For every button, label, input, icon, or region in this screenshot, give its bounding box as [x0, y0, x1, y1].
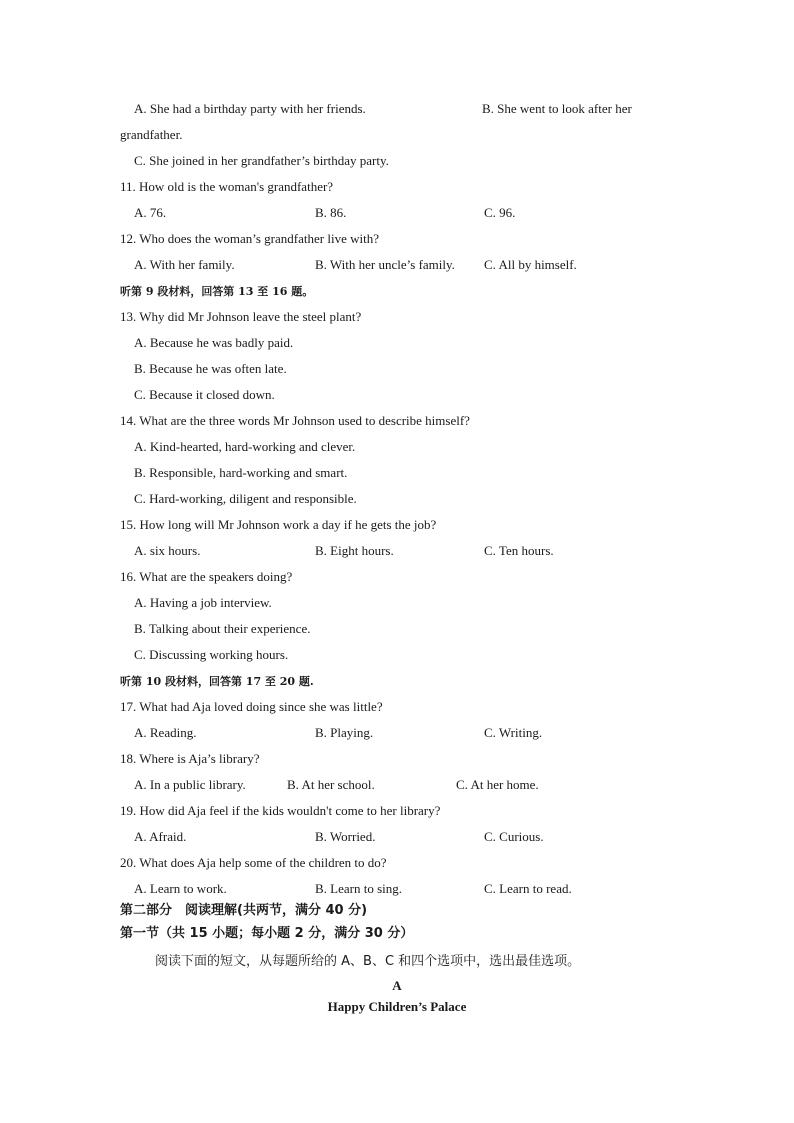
- q11-question: 11. How old is the woman's grandfather?: [120, 179, 334, 194]
- section-one-heading: 第一节（共 15 小题；每小题 2 分，满分 30 分）: [120, 926, 414, 941]
- part-two-heading: 第二部分 阅读理解(共两节，满分 40 分): [120, 903, 368, 918]
- q16-question: 16. What are the speakers doing?: [120, 569, 293, 584]
- q16-option-a: A. Having a job interview.: [134, 595, 272, 610]
- q10-option-a: A. She had a birthday party with her friends.: [134, 101, 366, 116]
- q14-option-c: C. Hard-working, diligent and responsible.: [134, 491, 357, 506]
- q13-option-c: C. Because it closed down.: [134, 387, 275, 402]
- q14-question: 14. What are the three words Mr Johnson used to describe himself?: [120, 413, 470, 428]
- listening-instruction-9: 听第 9 段材料，回答第 13 至 16 题。: [120, 285, 314, 298]
- q10-option-c: C. She joined in her grandfather’s birthday party.: [134, 153, 389, 168]
- q20-option-b: B. Learn to sing.: [315, 881, 403, 896]
- q20-option-c: C. Learn to read.: [484, 881, 572, 896]
- q17-option-b: B. Playing.: [315, 725, 374, 740]
- q11-option-b: B. 86.: [315, 205, 347, 220]
- q12-option-b: B. With her uncle’s family.: [315, 257, 455, 272]
- passage-title: Happy Children’s Palace: [327, 999, 467, 1014]
- q14-option-a: A. Kind-hearted, hard-working and clever.: [134, 439, 356, 454]
- passage-letter: A: [392, 978, 402, 993]
- q15-option-c: C. Ten hours.: [484, 543, 554, 558]
- q12-option-c: C. All by himself.: [484, 257, 577, 272]
- listening-instruction-10: 听第 10 段材料，回答第 17 至 20 题.: [120, 675, 314, 688]
- q12-option-a: A. With her family.: [134, 257, 235, 272]
- q15-option-b: B. Eight hours.: [315, 543, 394, 558]
- q13-option-b: B. Because he was often late.: [134, 361, 287, 376]
- q20-option-a: A. Learn to work.: [134, 881, 227, 896]
- q15-question: 15. How long will Mr Johnson work a day if he gets the job?: [120, 517, 437, 532]
- q13-option-a: A. Because he was badly paid.: [134, 335, 294, 350]
- q20-question: 20. What does Aja help some of the children to do?: [120, 855, 387, 870]
- q10-option-b: B. She went to look after her: [482, 101, 632, 116]
- q11-option-c: C. 96.: [484, 205, 516, 220]
- q19-option-a: A. Afraid.: [134, 829, 187, 844]
- q16-option-b: B. Talking about their experience.: [134, 621, 311, 636]
- q16-option-c: C. Discussing working hours.: [134, 647, 289, 662]
- q15-option-a: A. six hours.: [134, 543, 201, 558]
- q18-option-c: C. At her home.: [456, 777, 539, 792]
- q18-option-b: B. At her school.: [287, 777, 375, 792]
- q17-option-c: C. Writing.: [484, 725, 543, 740]
- q11-option-a: A. 76.: [134, 205, 167, 220]
- q17-option-a: A. Reading.: [134, 725, 197, 740]
- q13-question: 13. Why did Mr Johnson leave the steel plant?: [120, 309, 362, 324]
- q18-question: 18. Where is Aja’s library?: [120, 751, 260, 766]
- q10-option-b-continued: grandfather.: [120, 127, 183, 142]
- q12-question: 12. Who does the woman’s grandfather live with?: [120, 231, 379, 246]
- q14-option-b: B. Responsible, hard-working and smart.: [134, 465, 348, 480]
- q19-question: 19. How did Aja feel if the kids wouldn't come to her library?: [120, 803, 441, 818]
- q17-question: 17. What had Aja loved doing since she was little?: [120, 699, 383, 714]
- q19-option-c: C. Curious.: [484, 829, 544, 844]
- q19-option-b: B. Worried.: [315, 829, 376, 844]
- q18-option-a: A. In a public library.: [134, 777, 246, 792]
- reading-directions: 阅读下面的短文，从每题所给的 A、B、C 和四个选项中，选出最佳选项。: [155, 954, 581, 969]
